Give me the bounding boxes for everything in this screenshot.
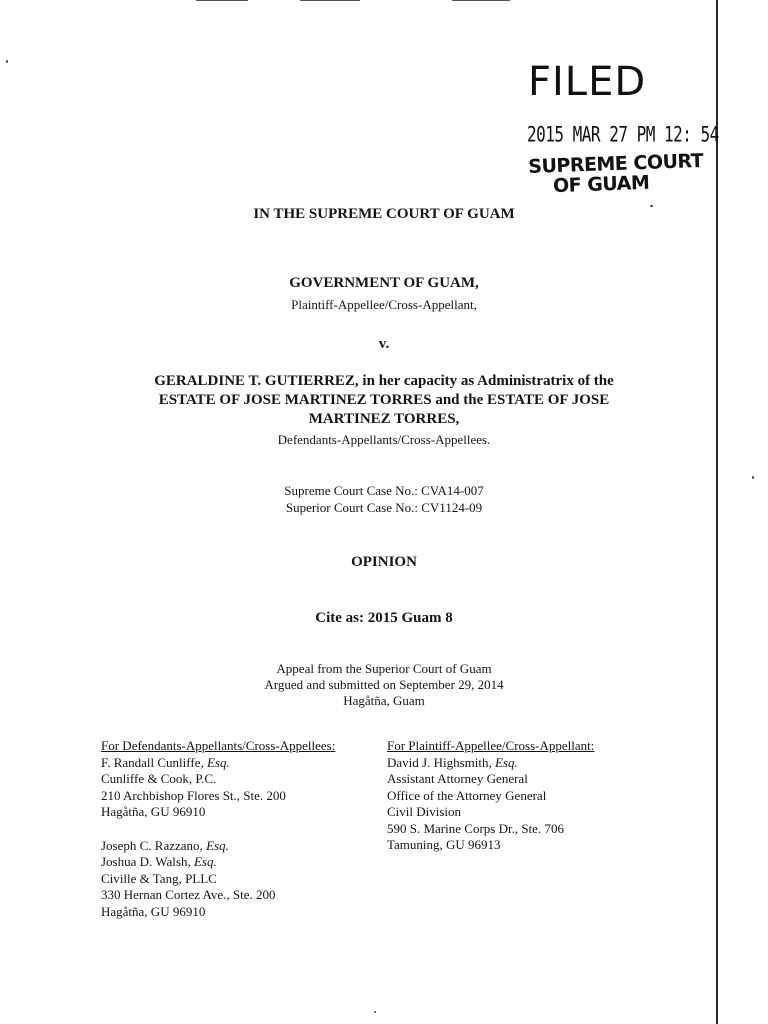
scan-artifact xyxy=(452,0,510,1)
filed-stamp-court xyxy=(528,151,704,197)
plaintiff-name: GOVERNMENT OF GUAM, xyxy=(289,275,479,291)
defendant-name-line2: ESTATE OF JOSE MARTINEZ TORRES and the ESTATE OF JOSE xyxy=(158,392,610,408)
supreme-court-case-number: Supreme Court Case No.: CVA14-007 xyxy=(284,483,484,498)
citation: Cite as: 2015 Guam 8 xyxy=(315,610,453,626)
court-heading: IN THE SUPREME COURT OF GUAM xyxy=(253,206,515,222)
scan-artifact xyxy=(300,0,360,1)
plaintiff-role: Plaintiff-Appellee/Cross-Appellant, xyxy=(291,297,477,312)
scan-speck xyxy=(752,476,754,479)
filed-stamp: FILED xyxy=(528,59,647,105)
firm-address-line: Hagåtña, GU 96910 xyxy=(101,903,206,919)
superior-court-case-number: Superior Court Case No.: CV1124-09 xyxy=(285,500,483,515)
scan-speck xyxy=(6,60,8,63)
plaintiff-counsel-block xyxy=(387,738,594,854)
filed-stamp-court-line2: OF GUAM xyxy=(552,171,650,198)
law-firm: Civille & Tang, PLLC xyxy=(101,870,217,886)
scan-artifact xyxy=(196,0,248,1)
attorney-division: Civil Division xyxy=(387,804,462,819)
versus-label: v. xyxy=(378,336,390,352)
opinion-title: OPINION xyxy=(351,554,417,570)
appeal-from: Appeal from the Superior Court of Guam xyxy=(276,661,492,676)
attorney-name: Joshua D. Walsh, Esq. xyxy=(101,854,217,869)
plaintiff-counsel-heading: For Plaintiff-Appellee/Cross-Appellant: xyxy=(387,738,595,753)
firm-address-line: 210 Archbishop Flores St., Ste. 200 xyxy=(101,787,286,803)
defendant-role: Defendants-Appellants/Cross-Appellees. xyxy=(277,432,491,447)
attorney-name: David J. Highsmith, Esq. xyxy=(387,754,518,770)
defendant-name-line1: GERALDINE T. GUTIERREZ, in her capacity as Administratrix of the xyxy=(154,373,614,389)
firm-address-line: Hagåtña, GU 96910 xyxy=(101,804,206,819)
defendants-counsel-heading: For Defendants-Appellants/Cross-Appellees: xyxy=(101,738,336,753)
defendants-counsel-block xyxy=(101,738,335,920)
appeal-location: Hagåtña, Guam xyxy=(343,693,425,708)
attorney-title: Assistant Attorney General xyxy=(387,771,528,786)
defendant-name-line3: MARTINEZ TORRES, xyxy=(308,411,460,427)
attorney-name: Joseph C. Razzano, Esq. xyxy=(101,837,229,853)
office-address-line: 590 S. Marine Corps Dr., Ste. 706 xyxy=(387,820,564,836)
firm-address-line: 330 Hernan Cortez Ave., Ste. 200 xyxy=(101,887,276,902)
filed-stamp-date: 2015 MAR 27 PM 12: 54 xyxy=(527,121,719,147)
office-address-line: Tamuning, GU 96913 xyxy=(387,837,501,852)
argued-date: Argued and submitted on September 29, 2014 xyxy=(264,677,504,692)
attorney-name: F. Randall Cunliffe, Esq. xyxy=(101,754,230,770)
filed-stamp-court-line1: SUPREME COURT xyxy=(527,149,704,178)
attorney-office: Office of the Attorney General xyxy=(387,787,547,803)
scan-speck xyxy=(374,1011,376,1013)
law-firm: Cunliffe & Cook, P.C. xyxy=(101,771,217,786)
